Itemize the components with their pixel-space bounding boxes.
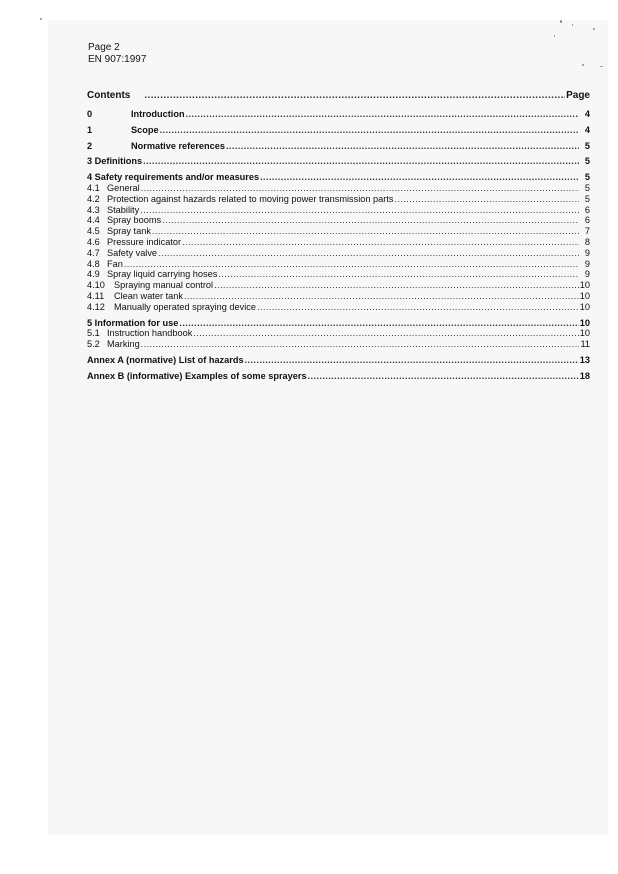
toc-entry-page: 9 [584,247,590,258]
toc-entry-number: 4.11 [87,290,105,301]
toc-entry-title: Manually operated spraying device [114,301,256,312]
toc-entry-page: 6 [584,204,590,215]
toc-entry [87,339,590,350]
toc-entry-number: 5.2 [87,339,100,350]
toc-entry [87,194,590,205]
dot-leader [395,194,580,205]
toc-entry [87,259,590,270]
toc-entry [87,109,590,120]
toc-entry-title: Annex A (normative) List of hazards [87,354,244,365]
dot-leader [160,125,579,136]
toc-entry-title: Scope [131,124,159,135]
dot-leader [179,318,578,329]
toc-entry [87,205,590,216]
toc-entry-title: Spraying manual control [114,280,214,291]
toc-entry-number: 1 [87,124,93,135]
toc-entry [87,156,590,167]
toc-entry-page: 8 [584,236,590,247]
dot-leader [226,141,579,152]
toc-entry-page: 10 [579,280,590,291]
scan-speck [572,24,573,26]
toc-entry-page: 4 [584,109,590,119]
toc-entry-title: Stability [107,204,140,215]
dot-leader [158,248,579,259]
toc-entry-title: 5 Information for use [87,317,179,328]
toc-entry-title: Fan [107,258,123,269]
toc-entry-page: 10 [579,301,590,312]
toc-entry [87,125,590,136]
dot-leader [186,109,579,120]
scan-speck [554,35,555,37]
toc-entry-page: 11 [580,339,590,350]
page-number-label: Page 2 [88,42,120,53]
toc-entry-number: 2 [87,140,93,151]
toc-entry-title: Marking [107,339,140,350]
toc-entry [87,183,590,194]
toc-entry-title: Clean water tank [114,290,183,301]
toc-entry-page: 10 [579,290,590,301]
toc-entry-title: Spray booms [107,215,162,226]
toc-entry [87,371,590,382]
contents-heading: Contents [87,90,131,101]
toc-entry-page: 7 [584,226,590,237]
toc-entry-number: 4.7 [87,247,100,258]
row-spacer [87,102,590,109]
dot-leader [308,371,579,382]
dot-leader [162,215,579,226]
toc-entry [87,141,590,152]
toc-entry-number: 4.8 [87,258,100,269]
contents-heading-row [87,89,590,102]
toc-entry [87,226,590,237]
toc-entry-title: Pressure indicator [107,236,182,247]
table-of-contents [87,89,590,382]
toc-entry [87,355,590,366]
toc-entry-number: 4.9 [87,269,100,280]
dot-leader [245,355,579,366]
dot-leader [141,339,579,350]
toc-entry-page: 10 [579,328,590,339]
dot-leader [140,205,579,216]
toc-entry-page: 9 [584,258,590,269]
toc-entry-title: Annex B (informative) Examples of some sprayers [87,370,307,381]
toc-entry-title: Normative references [131,140,225,151]
toc-entry-number: 4.3 [87,204,100,215]
dot-leader [193,328,578,339]
scan-speck [560,20,562,23]
scan-speck [593,28,595,30]
toc-entry-number: 4.12 [87,301,105,312]
toc-entry [87,328,590,339]
toc-entry-page: 5 [584,156,590,167]
toc-entry-title: Spray tank [107,226,151,237]
toc-entry-number: 4.5 [87,226,100,237]
toc-entry [87,237,590,248]
toc-entry-page: 10 [579,317,590,328]
toc-entry-number: 0 [87,109,93,119]
toc-entry [87,248,590,259]
toc-entry-title: Instruction handbook [107,328,193,339]
scan-speck [582,64,584,66]
toc-entry-number: 4.10 [87,280,105,291]
toc-entry-number: 4.2 [87,193,100,204]
toc-entry-title: Introduction [131,109,185,119]
toc-entry [87,215,590,226]
dot-leader [141,183,579,194]
toc-entry-page: 13 [579,354,590,365]
dot-leader [214,280,579,291]
standard-identifier: EN 907:1997 [88,54,147,65]
dot-leader [260,172,579,183]
toc-entry-number: 4.6 [87,236,100,247]
dot-leader [124,259,579,270]
toc-entry [87,291,590,302]
toc-entry-page: 5 [584,193,590,204]
page-column-label: Page [566,90,590,101]
toc-entry-number: 5.1 [87,328,100,339]
dot-leader [257,302,579,313]
toc-entry-page: 9 [584,269,590,280]
toc-entry-page: 18 [579,370,590,381]
dot-leader [184,291,579,302]
toc-entry [87,302,590,313]
toc-entry-page: 5 [584,140,590,151]
toc-entry-page: 5 [584,182,590,193]
dot-leader [152,226,579,237]
dot-leader [143,156,579,167]
toc-entry [87,172,590,183]
page-header [88,42,146,66]
toc-entry-title: Protection against hazards related to moving power transmission parts [107,193,394,204]
scan-speck [600,66,603,67]
toc-entry-page: 4 [584,124,590,135]
toc-entry-title: Spray liquid carrying hoses [107,269,218,280]
dot-leader [144,89,565,102]
toc-entry-number: 4.4 [87,215,100,226]
toc-entry-number: 4.1 [87,182,100,193]
toc-entry-title: Safety valve [107,247,158,258]
toc-entry-page: 6 [584,215,590,226]
toc-entry-title: General [107,182,140,193]
toc-entry [87,269,590,280]
dot-leader [182,237,579,248]
toc-entry-title: 3 Definitions [87,156,143,167]
toc-entry-page: 5 [584,172,590,183]
toc-entry [87,318,590,329]
scan-speck [40,18,42,20]
toc-entry-title: 4 Safety requirements and/or measures [87,172,260,183]
toc-entry [87,280,590,291]
dot-leader [218,269,579,280]
